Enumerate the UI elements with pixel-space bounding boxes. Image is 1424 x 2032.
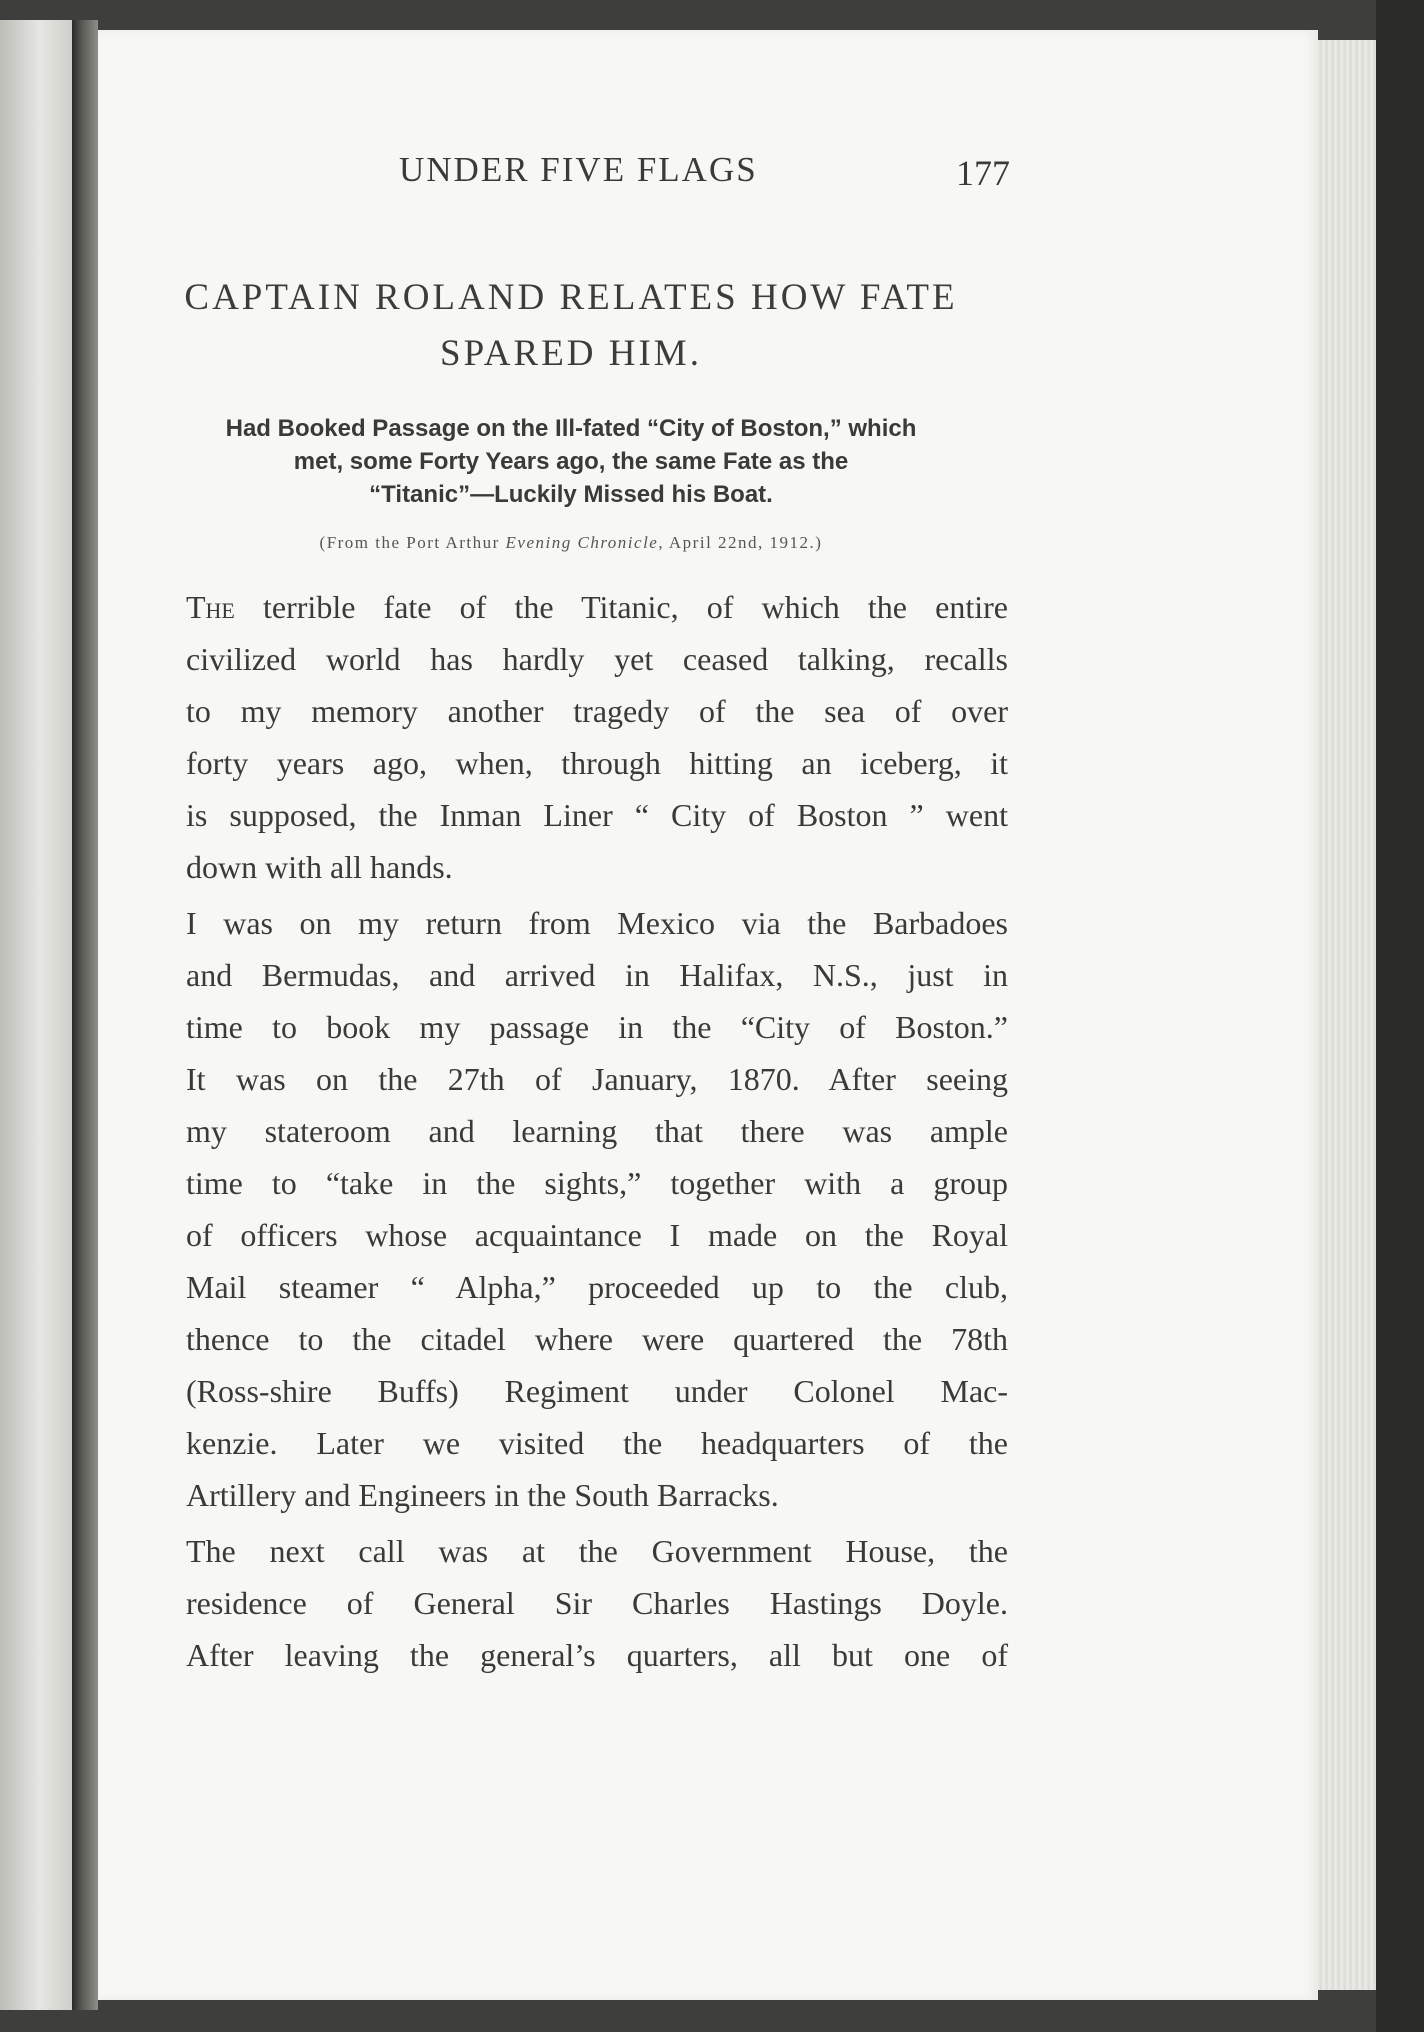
source-publication: Evening Chronicle (505, 533, 659, 552)
running-header (134, 150, 1008, 210)
text-line: thence to the citadel where were quartered the 78th (186, 1321, 1008, 1357)
text-line: forty years ago, when, through hitting an iceberg, it (186, 745, 1008, 781)
page-content (134, 150, 1008, 1685)
text-line: After leaving the general’s quarters, all but one of (186, 1637, 1008, 1673)
text-line: I was on my return from Mexico via the Barbadoes (186, 905, 1008, 941)
text-line: down with all hands. (186, 849, 453, 885)
article-subheadline (134, 412, 1008, 511)
text-line: and Bermudas, and arrived in Halifax, N.S., just in (186, 957, 1008, 993)
paragraph-1 (134, 581, 1008, 893)
subheadline-line: Had Booked Passage on the Ill-fated “City of Boston,” which (225, 415, 917, 442)
article-source (134, 533, 1008, 553)
text-line: time to book my passage in the “City of Boston.” (186, 1009, 1008, 1045)
text-line: to my memory another tragedy of the sea of over (186, 693, 1008, 729)
text-line: residence of General Sir Charles Hastings Doyle. (186, 1585, 1008, 1621)
source-prefix: (From the Port Arthur (319, 533, 506, 552)
text-line: Mail steamer “ Alpha,” proceeded up to the club, (186, 1269, 1008, 1305)
scan-border-right (1376, 0, 1424, 2032)
text-line: kenzie. Later we visited the headquarters of the (186, 1425, 1008, 1461)
text-line: of officers whose acquaintance I made on the Royal (186, 1217, 1008, 1253)
text-line: Artillery and Engineers in the South Barracks. (186, 1477, 779, 1513)
page-stack-edge (1318, 40, 1376, 1990)
article-headline: CAPTAIN ROLAND RELATES HOW FATE SPARED HIM. (184, 277, 958, 374)
opening-word: The (186, 589, 235, 625)
text-line: (Ross-shire Buffs) Regiment under Colonel Mac- (186, 1373, 1008, 1409)
text-line: time to “take in the sights,” together with a group (186, 1165, 1008, 1201)
book-gutter (72, 20, 98, 2010)
paragraph-2 (134, 897, 1008, 1521)
running-title: UNDER FIVE FLAGS (399, 150, 758, 189)
source-suffix: , April 22nd, 1912.) (658, 533, 823, 552)
subheadline-line: met, some Forty Years ago, the same Fate as the (293, 448, 849, 475)
facing-page-edge (0, 20, 72, 2010)
text-line: civilized world has hardly yet ceased talking, recalls (186, 641, 1008, 677)
text-line: The next call was at the Government House, the (186, 1533, 1008, 1569)
text-line: my stateroom and learning that there was ample (186, 1113, 1008, 1149)
text-line: It was on the 27th of January, 1870. After seeing (186, 1061, 1008, 1097)
page-number: 177 (956, 153, 1010, 193)
article-body (134, 581, 1008, 1681)
subheadline-line: “Titanic”—Luckily Missed his Boat. (369, 481, 773, 508)
text-line: The terrible fate of the Titanic, of which the entire (186, 589, 1008, 625)
text-line: is supposed, the Inman Liner “ City of Boston ” went (186, 797, 1008, 833)
paragraph-3 (134, 1525, 1008, 1681)
